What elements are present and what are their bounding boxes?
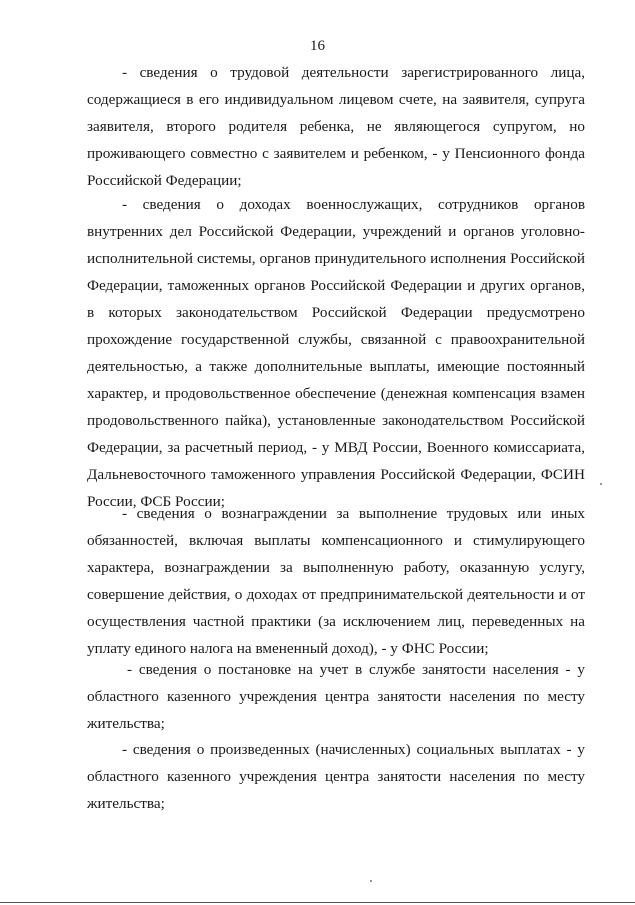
paragraph-military-income: - сведения о доходах военнослужащих, сотрудников органов внутренних дел Российской Федерации, учреждений и органов уголовно-исполнительной системы, органов принудительного исполнения Российской Федерации, таможенных органов Российской Федерации и других органов, в которых законодательством Российской Федерации предусмотрено прохождение государственной службы, связанной с правоохранительной деятельностью, а также дополнительные выплаты, имеющие постоянный характер, и продовольственное обеспечение (денежная компенсация взамен продовольственного пайка), установленные законодательством Российской Федерации, за расчетный период, - у МВД России, Военного комиссариата, Дальневосточного таможенного управления Российской Федерации, ФСИН России, ФСБ России;	[87, 196, 585, 510]
paragraph-labor-activity: - сведения о трудовой деятельности зарегистрированного лица, содержащиеся в его индивидуальном лицевом счете, на заявителя, супруга заявителя, второго родителя ребенка, не являющегося супругом, но проживающего совместно с заявителем и ребенком, - у Пенсионного фонда Российской Федерации;	[87, 64, 585, 189]
paragraph-social-payments: - сведения о произведенных (начисленных) социальных выплатах - у областного казенного учреждения центра занятости населения по месту жительства;	[87, 741, 585, 812]
scan-edge-line	[0, 902, 635, 903]
paragraph-remuneration: - сведения о вознаграждении за выполнение трудовых или иных обязанностей, включая выплаты компенсационного и стимулирующего характера, вознаграждении за выполненную работу, оказанную услугу, совершение действия, о доходах от предпринимательской деятельности и от осуществления частной практики (за исключением лиц, переведенных на уплату единого налога на вмененный доход), - у ФНС России;	[87, 505, 585, 657]
scan-speck	[370, 880, 372, 882]
paragraph-employment-registration: - сведения о постановке на учет в службе занятости населения - у областного казенного учреждения центра занятости населения по месту жительства;	[87, 661, 585, 732]
page-number: 16	[310, 38, 325, 54]
scan-speck	[600, 483, 602, 485]
